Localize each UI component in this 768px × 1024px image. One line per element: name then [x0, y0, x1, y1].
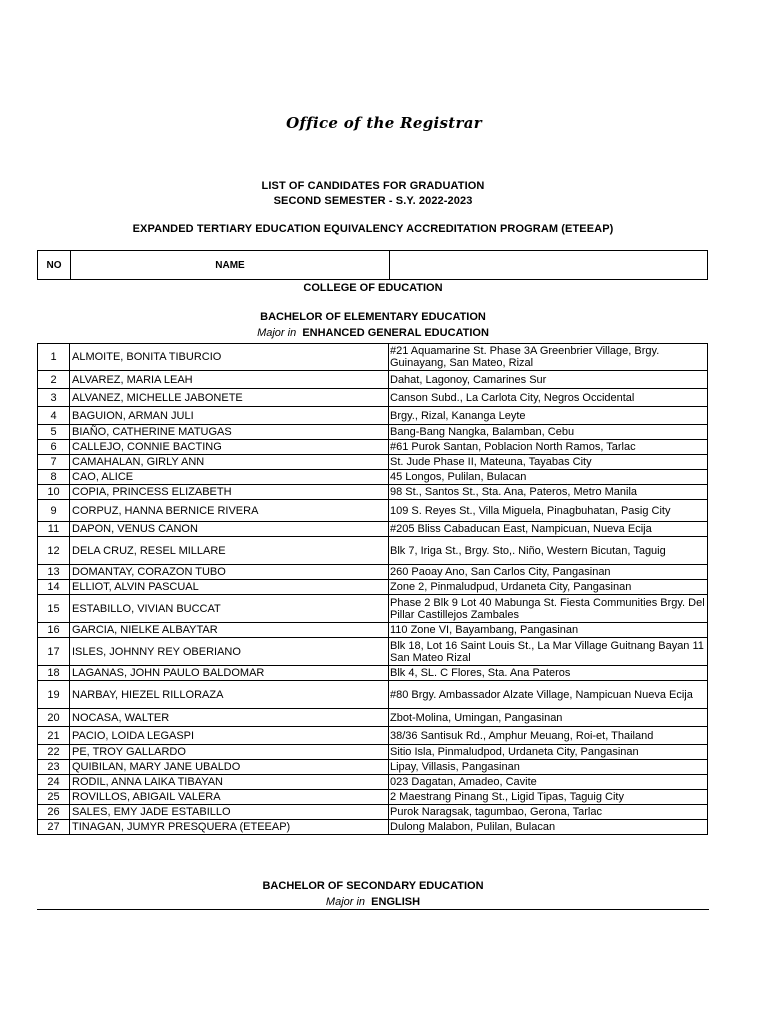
table-row — [38, 500, 708, 522]
row-name: DOMANTAY, CORAZON TUBO — [70, 565, 389, 580]
row-address: Sitio Isla, Pinmaludpod, Urdaneta City, Pangasinan — [389, 745, 708, 760]
row-address: #21 Aquamarine St. Phase 3A Greenbrier Village, Brgy. Guinayang, San Mateo, Rizal — [389, 344, 708, 371]
degree-name-2: BACHELOR OF SECONDARY EDUCATION — [262, 880, 484, 892]
row-number: 10 — [38, 485, 70, 500]
row-name: BIAÑO, CATHERINE MATUGAS — [70, 425, 389, 440]
row-number: 14 — [38, 580, 70, 595]
row-name: NARBAY, HIEZEL RILLORAZA — [70, 681, 389, 709]
row-address: Bang-Bang Nangka, Balamban, Cebu — [389, 425, 708, 440]
table-row — [38, 760, 708, 775]
row-number: 26 — [38, 805, 70, 820]
degree-heading — [0, 311, 746, 323]
row-name: BAGUION, ARMAN JULI — [70, 407, 389, 425]
table-header — [37, 250, 708, 280]
table-row — [38, 522, 708, 537]
row-address: #205 Bliss Cabaducan East, Nampicuan, Nueva Ecija — [389, 522, 708, 537]
row-name: QUIBILAN, MARY JANE UBALDO — [70, 760, 389, 775]
table-row — [38, 580, 708, 595]
row-name: ALMOITE, BONITA TIBURCIO — [70, 344, 389, 371]
row-number: 13 — [38, 565, 70, 580]
row-number: 12 — [38, 537, 70, 565]
row-number: 11 — [38, 522, 70, 537]
office-title: Office of the Registrar — [286, 114, 482, 132]
row-number: 19 — [38, 681, 70, 709]
row-number: 1 — [38, 344, 70, 371]
row-number: 8 — [38, 470, 70, 485]
row-name: CORPUZ, HANNA BERNICE RIVERA — [70, 500, 389, 522]
header-name: NAME — [71, 251, 390, 279]
row-address: Zone 2, Pinmaludpud, Urdaneta City, Pangasinan — [389, 580, 708, 595]
row-name: ALVANEZ, MICHELLE JABONETE — [70, 389, 389, 407]
row-number: 4 — [38, 407, 70, 425]
row-name: CALLEJO, CONNIE BACTING — [70, 440, 389, 455]
row-number: 21 — [38, 727, 70, 745]
table-row — [38, 623, 708, 638]
table-row — [38, 425, 708, 440]
table-row — [38, 371, 708, 389]
row-name: TINAGAN, JUMYR PRESQUERA (ETEEAP) — [70, 820, 389, 835]
row-address: 023 Dagatan, Amadeo, Cavite — [389, 775, 708, 790]
row-address: Dulong Malabon, Pulilan, Bulacan — [389, 820, 708, 835]
row-number: 16 — [38, 623, 70, 638]
row-name: DAPON, VENUS CANON — [70, 522, 389, 537]
row-name: PE, TROY GALLARDO — [70, 745, 389, 760]
row-address: Blk 7, Iriga St., Brgy. Sto,. Niño, Western Bicutan, Taguig — [389, 537, 708, 565]
row-address: Phase 2 Blk 9 Lot 40 Mabunga St. Fiesta Communities Brgy. Del Pillar Castillejos Zambales — [389, 595, 708, 623]
row-number: 7 — [38, 455, 70, 470]
row-name: GARCIA, NIELKE ALBAYTAR — [70, 623, 389, 638]
table-row — [38, 805, 708, 820]
row-number: 23 — [38, 760, 70, 775]
row-address: Zbot-Molina, Umingan, Pangasinan — [389, 709, 708, 727]
row-address: #61 Purok Santan, Poblacion North Ramos, Tarlac — [389, 440, 708, 455]
candidates-table — [37, 343, 708, 835]
table-row — [38, 595, 708, 623]
table-row — [38, 745, 708, 760]
row-address: 2 Maestrang Pinang St., Ligid Tipas, Taguig City — [389, 790, 708, 805]
doc-title: LIST OF CANDIDATES FOR GRADUATION — [261, 180, 485, 192]
row-number: 18 — [38, 666, 70, 681]
table-row — [38, 485, 708, 500]
row-address: St. Jude Phase II, Mateuna, Tayabas City — [389, 455, 708, 470]
row-number: 24 — [38, 775, 70, 790]
row-name: SALES, EMY JADE ESTABILLO — [70, 805, 389, 820]
row-number: 2 — [38, 371, 70, 389]
row-name: PACIO, LOIDA LEGASPI — [70, 727, 389, 745]
row-address: Lipay, Villasis, Pangasinan — [389, 760, 708, 775]
row-number: 3 — [38, 389, 70, 407]
table-row — [38, 389, 708, 407]
major-name-2: ENGLISH — [371, 896, 421, 908]
college-name: COLLEGE OF EDUCATION — [303, 282, 443, 294]
table-row — [38, 709, 708, 727]
row-number: 15 — [38, 595, 70, 623]
table-row — [38, 775, 708, 790]
major-prefix: Major in — [257, 327, 297, 339]
row-number: 17 — [38, 638, 70, 666]
header-no: NO — [38, 251, 71, 279]
row-name: ROVILLOS, ABIGAIL VALERA — [70, 790, 389, 805]
row-address: #80 Brgy. Ambassador Alzate Village, Nampicuan Nueva Ecija — [389, 681, 708, 709]
row-number: 25 — [38, 790, 70, 805]
program-title: EXPANDED TERTIARY EDUCATION EQUIVALENCY ACCREDITATION PROGRAM (ETEEAP) — [132, 223, 614, 235]
major-heading — [0, 327, 746, 339]
row-name: RODIL, ANNA LAIKA TIBAYAN — [70, 775, 389, 790]
table-row — [38, 681, 708, 709]
doc-subtitle: SECOND SEMESTER - S.Y. 2022-2023 — [273, 195, 473, 207]
row-name: ELLIOT, ALVIN PASCUAL — [70, 580, 389, 595]
row-number: 6 — [38, 440, 70, 455]
major-prefix-2: Major in — [325, 896, 366, 908]
row-address: Canson Subd., La Carlota City, Negros Occidental — [389, 389, 708, 407]
row-name: ISLES, JOHNNY REY OBERIANO — [70, 638, 389, 666]
table-row — [38, 565, 708, 580]
degree-name: BACHELOR OF ELEMENTARY EDUCATION — [260, 311, 486, 323]
table-row — [38, 537, 708, 565]
table-row — [38, 790, 708, 805]
table-row — [38, 727, 708, 745]
table-row — [38, 666, 708, 681]
table-row — [38, 470, 708, 485]
table-row — [38, 820, 708, 835]
row-name: CAO, ALICE — [70, 470, 389, 485]
row-address: Purok Naragsak, tagumbao, Gerona, Tarlac — [389, 805, 708, 820]
row-name: ESTABILLO, VIVIAN BUCCAT — [70, 595, 389, 623]
college-heading — [0, 282, 746, 294]
row-address: 98 St., Santos St., Sta. Ana, Pateros, Metro Manila — [389, 485, 708, 500]
table-row — [38, 638, 708, 666]
table-row — [38, 440, 708, 455]
row-address: Blk 18, Lot 16 Saint Louis St., La Mar Village Guitnang Bayan 11 San Mateo Rizal — [389, 638, 708, 666]
row-name: COPIA, PRINCESS ELIZABETH — [70, 485, 389, 500]
row-number: 5 — [38, 425, 70, 440]
table-row — [38, 407, 708, 425]
section-rule — [37, 909, 709, 910]
row-address: Blk 4, SL. C Flores, Sta. Ana Pateros — [389, 666, 708, 681]
row-name: CAMAHALAN, GIRLY ANN — [70, 455, 389, 470]
row-name: NOCASA, WALTER — [70, 709, 389, 727]
row-address: 38/36 Santisuk Rd., Amphur Meuang, Roi-et, Thailand — [389, 727, 708, 745]
header-address — [390, 251, 707, 279]
row-name: DELA CRUZ, RESEL MILLARE — [70, 537, 389, 565]
major-name: ENHANCED GENERAL EDUCATION — [302, 327, 489, 339]
table-row — [38, 455, 708, 470]
major-heading-2 — [0, 896, 746, 908]
row-number: 22 — [38, 745, 70, 760]
row-address: 260 Paoay Ano, San Carlos City, Pangasinan — [389, 565, 708, 580]
row-address: 45 Longos, Pulilan, Bulacan — [389, 470, 708, 485]
row-number: 27 — [38, 820, 70, 835]
row-address: Dahat, Lagonoy, Camarines Sur — [389, 371, 708, 389]
row-address: 109 S. Reyes St., Villa Miguela, Pinagbuhatan, Pasig City — [389, 500, 708, 522]
row-address: Brgy., Rizal, Kananga Leyte — [389, 407, 708, 425]
row-address: 110 Zone VI, Bayambang, Pangasinan — [389, 623, 708, 638]
row-name: ALVAREZ, MARIA LEAH — [70, 371, 389, 389]
row-name: LAGANAS, JOHN PAULO BALDOMAR — [70, 666, 389, 681]
degree-heading-2 — [0, 880, 746, 892]
row-number: 20 — [38, 709, 70, 727]
row-number: 9 — [38, 500, 70, 522]
table-row — [38, 344, 708, 371]
